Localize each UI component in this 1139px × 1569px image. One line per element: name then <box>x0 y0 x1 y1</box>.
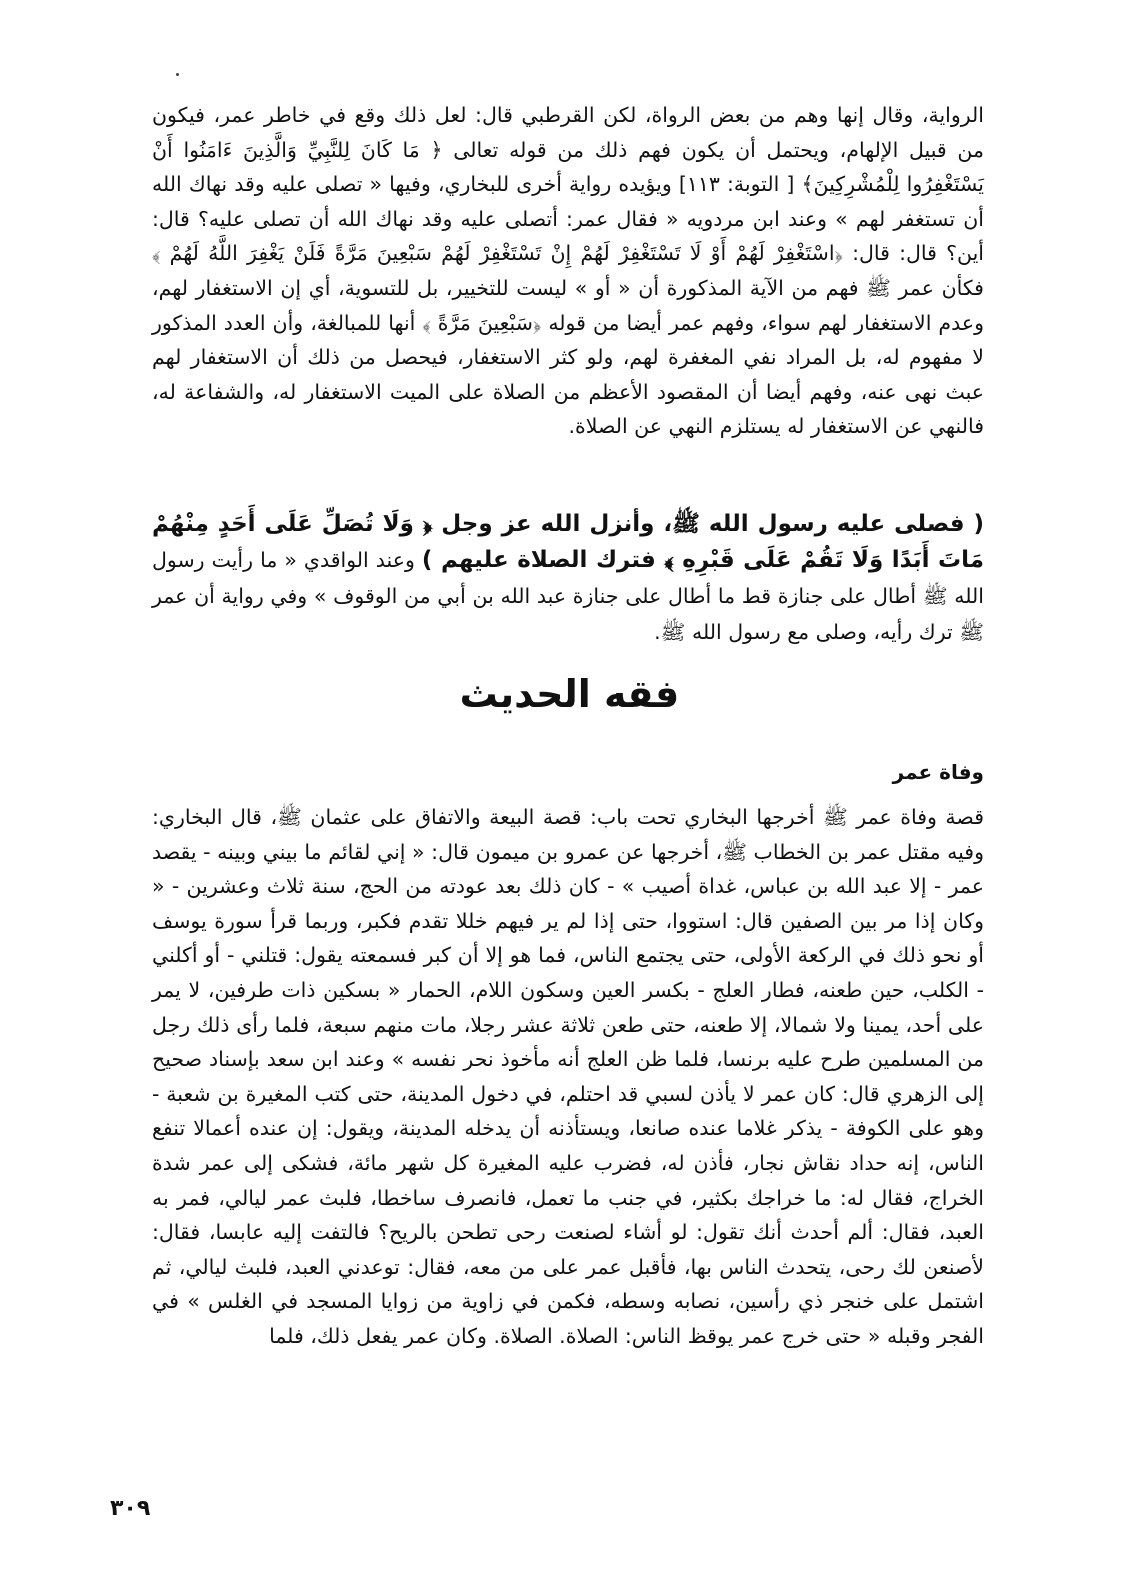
paragraph-hadith-conclusion <box>152 506 984 650</box>
paragraph-death-story: قصة وفاة عمر ﷺ أخرجها البخاري تحت باب: قصة البيعة والاتفاق على عثمان ﷺ، قال البخاري: وفيه مقتل عمر بن الخطاب ﷺ، أخرجها عن عمرو بن ميمون قال: « إني لقائم ما بيني وبينه - يقصد عمر - إلا عبد الله بن عباس، غداة أصيب » - كان ذلك بعد عودته من الحج، سنة ثلاث وعشرين - « وكان إذا مر بين الصفين قال: استووا، حتى إذا لم ير فيهم خللا تقدم فكبر، وربما قرأ سورة يوسف أو نحو ذلك في الركعة الأولى، حتى يجتمع الناس، فما هو إلا أن كبر فسمعته يقول: قتلني - أو أكلني - الكلب، حين طعنه، فطار العلج - بكسر العين وسكون اللام، الحمار « بسكين ذات طرفين، لا يمر على أحد، يمينا ولا شمالا، إلا طعنه، حتى طعن ثلاثة عشر رجلا، مات منهم سبعة، فلما رأى ذلك رجل من المسلمين طرح عليه برنسا، فلما ظن العلج أنه مأخوذ نحر نفسه » وعند ابن سعد بإسناد صحيح إلى الزهري قال: كان عمر لا يأذن لسبي قد احتلم، في دخول المدينة، حتى كتب المغيرة بن شعبة - وهو على الكوفة - يذكر غلاما عنده صانعا، ويستأذنه أن يدخله المدينة، ويقول: إن عنده أعمالا تنفع الناس، إنه حداد نقاش نجار، فأذن له، فضرب عليه المغيرة كل شهر مائة، فشكى إلى عمر شدة الخراج، فقال له: ما خراجك بكثير، في جنب ما تعمل، فانصرف ساخطا، فلبث عمر ليالي، فمر به العبد، فقال: ألم أحدث أنك تقول: لو أشاء لصنعت رحى تطحن بالريح؟ فالتفت إليه عابسا، فقال: لأصنعن لك رحى، يتحدث الناس بها، فأقبل عمر على من معه، فقال: توعدني العبد، فلبث ليالي، ثم اشتمل على خنجر ذي رأسين، نصابه وسطه، فكمن في زاوية من زوايا المسجد في الغلس » في الفجر وقبله « حتى خرج عمر يوقظ الناس: الصلاة. الصلاة. وكان عمر يفعل ذلك، فلما <box>152 805 984 1348</box>
paragraph-commentary: الرواية، وقال إنها وهم من بعض الرواة، لكن القرطبي قال: لعل ذلك وقع في خاطر عمر، فيكون من قبيل الإلهام، ويحتمل أن يكون فهم ذلك من قوله تعالى ﴿ مَا كَانَ لِلنَّبِيِّ وَالَّذِينَ ءَامَنُوا أَنْ يَسْتَغْفِرُوا لِلْمُشْرِكِينَ﴾ [ التوبة: ١١٣] ويؤيده رواية أخرى للبخاري، وفيها « تصلى عليه وقد نهاك الله أن تستغفر لهم » وعند ابن مردويه « فقال عمر: أتصلى عليه وقد نهاك الله أن تصلى عليه؟ قال: أين؟ قال: قال: ﴿اسْتَغْفِرْ لَهُمْ أَوْ لَا تَسْتَغْفِرْ لَهُمْ إِنْ تَسْتَغْفِرْ لَهُمْ سَبْعِينَ مَرَّةً فَلَنْ يَغْفِرَ اللَّهُ لَهُمْ ﴾ فكأن عمر ﷺ فهم من الآية المذكورة أن « أو » ليست للتخيير، بل للتسوية، أي إن الاستغفار لهم، وعدم الاستغفار لهم سواء، وفهم عمر أيضا من قوله ﴿سَبْعِينَ مَرَّةً ﴾ أنها للمبالغة، وأن العدد المذكور لا مفهوم له، بل المراد نفي المغفرة لهم، ولو كثر الاستغفار، فيحصل من ذلك أن الاستغفار لهم عبث نهى عنه، وفهم أيضا أن المقصود الأعظم من الصلاة على الميت الاستغفار له، والشفاعة له، فالنهي عن الاستغفار له يستلزم النهي عن الصلاة. <box>152 103 985 439</box>
scan-speck <box>176 73 179 76</box>
section-title: فقه الحديث <box>459 672 680 716</box>
subheading-death-of-umar: وفاة عمر <box>892 760 984 784</box>
page-number: ٣٠٩ <box>110 1496 151 1521</box>
hadith-text-bold: ( فصلى عليه رسول الله ﷺ، وأنزل الله عز وجل ﴿ وَلَا تُصَلِّ عَلَى أَحَدٍ مِنْهُمْ مَاتَ أَبَدًا وَلَا تَقُمْ عَلَى قَبْرِهِ ﴾ فترك الصلاة عليهم ) <box>152 511 984 573</box>
hadith-note: وعند الواقدي « ما رأيت رسول الله ﷺ أطال على جنازة قط ما أطال على جنازة عبد الله بن أبي من الوقوف » وفي رواية أن عمر ﷺ ترك رأيه، وصلى مع رسول الله ﷺ. <box>152 548 984 644</box>
